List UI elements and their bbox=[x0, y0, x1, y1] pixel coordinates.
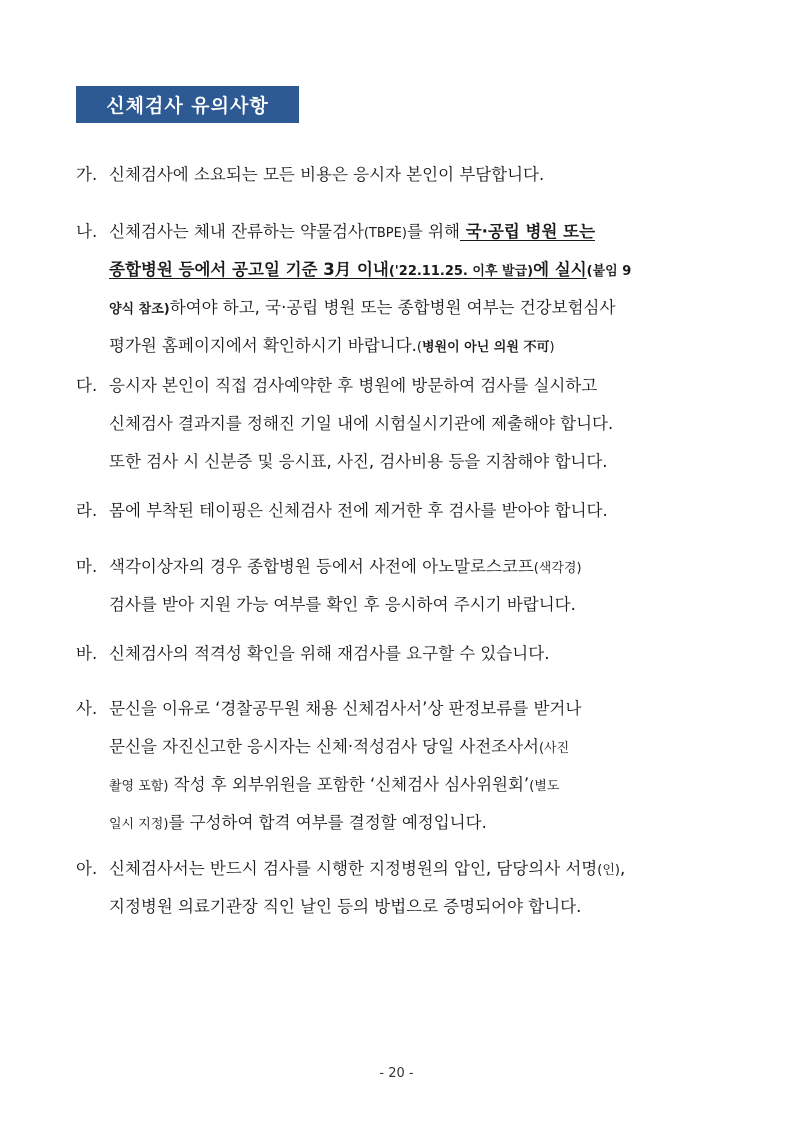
item-text: 신체검사 결과지를 정해진 기일 내에 시험실시기관에 제출해야 합니다. bbox=[109, 414, 614, 433]
item-text-small: (사진 bbox=[538, 741, 570, 756]
list-marker: 라. bbox=[76, 501, 98, 520]
list-item-ga bbox=[76, 156, 721, 194]
item-text-small: ) bbox=[549, 340, 555, 355]
item-text: 색각이상자의 경우 종합병원 등에서 사전에 아노말로스코프 bbox=[109, 557, 534, 576]
page-number: - 20 - bbox=[379, 1066, 414, 1081]
item-text: 신체검사에 소요되는 모든 비용은 응시자 본인이 부담합니다. bbox=[109, 165, 545, 184]
section-title: 신체검사 유의사항 bbox=[76, 86, 299, 123]
item-text: 신체검사는 체내 잔류하는 약물검사 bbox=[109, 222, 364, 241]
item-text-small: (색각경) bbox=[533, 561, 582, 576]
item-text: , bbox=[619, 859, 626, 878]
item-text-small: (별도 bbox=[529, 779, 560, 794]
item-text: 신체검사서는 반드시 검사를 시행한 지정병원의 압인, 담당의사 서명 bbox=[109, 859, 598, 878]
attachment-ref: 양식 참조) bbox=[109, 302, 170, 317]
list-marker: 나. bbox=[76, 222, 98, 241]
list-item-ba bbox=[76, 635, 721, 673]
item-text-small: (TBPE) bbox=[363, 226, 407, 241]
item-text-small: 일시 지정) bbox=[109, 817, 169, 832]
item-text: 를 구성하여 합격 여부를 결정할 예정입니다. bbox=[168, 813, 487, 832]
item-text-small: (인) bbox=[597, 863, 620, 878]
emphasis-text-small: ('22.11.25. 이후 발급) bbox=[388, 264, 534, 279]
list-item-a bbox=[76, 850, 721, 926]
item-text: 신체검사의 적격성 확인을 위해 재검사를 요구할 수 있습니다. bbox=[109, 644, 550, 663]
item-text: 평가원 홈페이지에서 확인하시기 바랍니다. bbox=[109, 336, 417, 355]
item-text-small: 촬영 포함) bbox=[109, 779, 169, 794]
list-marker: 바. bbox=[76, 644, 98, 663]
list-item-da bbox=[76, 367, 721, 481]
list-item-ma bbox=[76, 548, 721, 624]
emphasis-text-small: 병원이 아닌 의원 不可 bbox=[421, 340, 550, 355]
item-text: 지정병원 의료기관장 직인 날인 등의 방법으로 증명되어야 합니다. bbox=[109, 897, 582, 916]
item-text: 를 위해 bbox=[406, 222, 460, 241]
list-item-ra bbox=[76, 492, 721, 530]
list-marker: 다. bbox=[76, 376, 98, 395]
list-item-sa bbox=[76, 690, 721, 842]
list-marker: 아. bbox=[76, 859, 98, 878]
list-item-na bbox=[76, 213, 721, 365]
item-text: 몸에 부착된 테이핑은 신체검사 전에 제거한 후 검사를 받아야 합니다. bbox=[109, 501, 608, 520]
attachment-ref: (붙임 9 bbox=[586, 264, 632, 279]
item-text: 또한 검사 시 신분증 및 응시표, 사진, 검사비용 등을 지참해야 합니다. bbox=[109, 452, 608, 471]
item-text: 하여야 하고, 국·공립 병원 또는 종합병원 여부는 건강보험심사 bbox=[169, 298, 616, 317]
emphasis-text: 에 실시 bbox=[533, 260, 587, 279]
list-marker: 가. bbox=[76, 165, 98, 184]
item-text: 검사를 받아 지원 가능 여부를 확인 후 응시하여 주시기 바랍니다. bbox=[109, 595, 576, 614]
item-text: 작성 후 외부위원을 포함한 ‘신체검사 심사위원회’ bbox=[168, 775, 530, 794]
list-marker: 마. bbox=[76, 557, 98, 576]
item-text: 응시자 본인이 직접 검사예약한 후 병원에 방문하여 검사를 실시하고 bbox=[109, 376, 598, 395]
item-text: 문신을 이유로 ‘경찰공무원 채용 신체검사서’상 판정보류를 받거나 bbox=[109, 699, 582, 718]
emphasis-text: 종합병원 등에서 공고일 기준 3月 이내 bbox=[109, 260, 389, 279]
emphasis-text: 국·공립 병원 또는 bbox=[459, 222, 596, 241]
item-text: 문신을 자진신고한 응시자는 신체·적성검사 당일 사전조사서 bbox=[109, 737, 539, 756]
list-marker: 사. bbox=[76, 699, 98, 718]
item-text-small: ( bbox=[416, 340, 422, 355]
